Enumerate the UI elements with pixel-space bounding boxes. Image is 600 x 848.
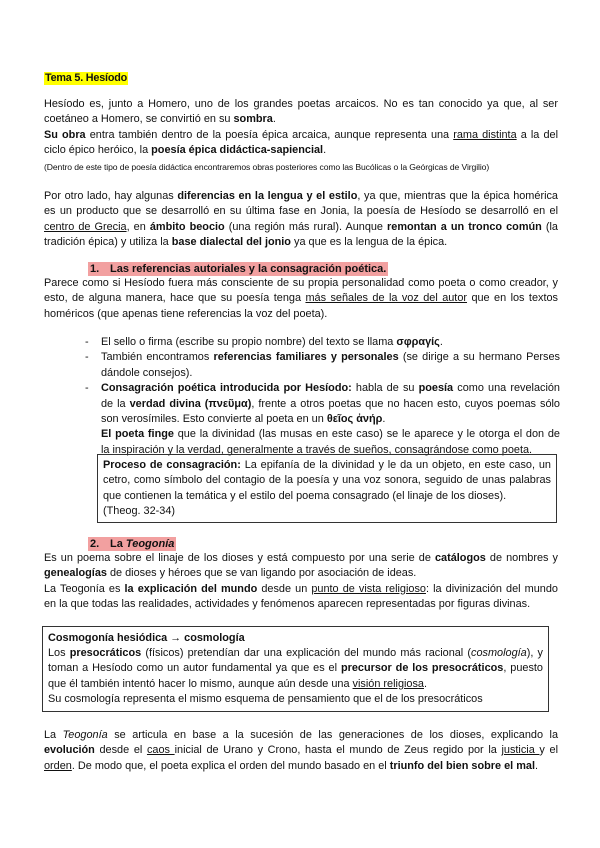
list-item: - El sello o firma (escribe su propio nombre) del texto se llama σφραγίς. — [85, 335, 560, 350]
bullet-dash: - — [85, 336, 89, 348]
consagration-box: Proceso de consagración: La epifanía de la divinidad y le da un objeto, en este caso, un cetro, como símbolo del contagio de la poesía y una voz sonora, seguido de unas palabras que contienen la temática y el estilo del poema consagrado (el linaje de los dioses). (Theog. 32-34) — [97, 454, 557, 523]
final-paragraph: La Teogonía se articula en base a la sucesión de las generaciones de los dioses, explicando la evolución desde el caos inicial de Urano y Crono, hasta el mundo de Zeus regido por la justicia y el orden. De modo que, el poeta explica el orden del mundo basado en el triunfo del bien sobre el mal. — [44, 729, 559, 772]
section-heading-1 — [88, 262, 388, 276]
text-line: ciclo épico heróico, la poesía épica didáctica-sapiencial. — [44, 144, 327, 157]
text-line: tradición épica) y utiliza la base dialectal del jonio ya que es la lengua de la épica. — [44, 236, 448, 249]
bullet-dash: - — [85, 382, 89, 395]
text-line: esto, de alguna manera, hace que su poesía tenga más señales de la voz del autor que en los textos — [44, 292, 558, 305]
text-line: Hesíodo es, junto a Homero, uno de los grandes poetas arcaicos. No es tan conocido ya que, al ser — [44, 98, 558, 110]
text-line: Por otro lado, hay algunas diferencias en la lengua y el estilo, ya que, mientras que la épica homérica — [44, 190, 558, 202]
section-title-italic: Teogonía — [125, 538, 175, 550]
text-line: coetáneo a Homero, se convirtió en su sombra. — [44, 113, 276, 126]
note-line: (Dentro de este tipo de poesía didáctica encontraremos obras posteriores como las Bucólicas o la Geórgicas de Virgilio) — [44, 161, 490, 172]
bullet-dash: - — [85, 351, 89, 364]
text-line: Su obra entra también dentro de la poesía épica arcaica, aunque representa una rama distinta a la del — [44, 128, 558, 141]
language-paragraph — [44, 189, 558, 251]
intro-paragraph — [44, 97, 558, 175]
text-line: homéricos (que apenas tiene referencias la voz del poeta). — [44, 307, 328, 320]
section2-paragraph: Es un poema sobre el linaje de los dioses y está compuesto por una serie de catálogos de nombres y genealogías de dioses y héroes que se van ligando por asociación de ideas. La Teogonía es la explicación del mundo desde un punto de vista religioso: la divinización del mundo en la que todas las realidades, actividades y fenómenos aparecen representadas por figuras divinas. — [44, 552, 558, 611]
cosmogony-box: Cosmogonía hesiódica → cosmología Los presocráticos (físicos) pretendían dar una explicación del mundo más racional (cosmología), y toman a Hesíodo como un autor fundamental ya que es el precursor de los presocráticos, puesto que él también intentó hacer lo mismo, aunque aún desde una visión religiosa. Su cosmología representa el mismo esquema de pensamiento que el de los presocráticos — [42, 626, 549, 712]
text-line: es un producto que se desarrolló en su última fase en Jonia, la poesía de Hesíodo se desarrolló en el — [44, 205, 558, 218]
document-title: Tema 5. Hesíodo — [45, 72, 127, 84]
section1-paragraph — [44, 276, 558, 322]
text-line: Parece como si Hesíodo fuera más consciente de su propia personalidad como poeta o como creador, y — [44, 277, 558, 289]
list-item: - Consagración poética introducida por Hesíodo: habla de su poesía como una revelación de la verdad divina (πνεῦμα), frente a otros poetas que no hacen esto, cuyos poemas sólo son verosímiles. Esto convierte al poeta en un θεῖος ἀνήρ. El poeta finge que la divinidad (las musas en este caso) se le aparece y le otorga el don de la inspiración y la verdad, generalmente a través de sueños, consagrándose como poeta. — [85, 382, 560, 456]
section-title: Las referencias autoriales y la consagración poética. — [110, 263, 387, 275]
list-item: - También encontramos referencias familiares y personales (se dirige a su hermano Perses dándole consejos). — [85, 351, 561, 379]
section-number: 1. — [90, 263, 100, 275]
section-number: 2. — [90, 538, 100, 550]
section-heading-2: 2. La Teogonía — [90, 538, 175, 550]
text-line: centro de Grecia, en ámbito beocio (una región más rural). Aunque remontan a un tronco común (la — [44, 220, 558, 233]
bullet-list — [85, 335, 560, 458]
